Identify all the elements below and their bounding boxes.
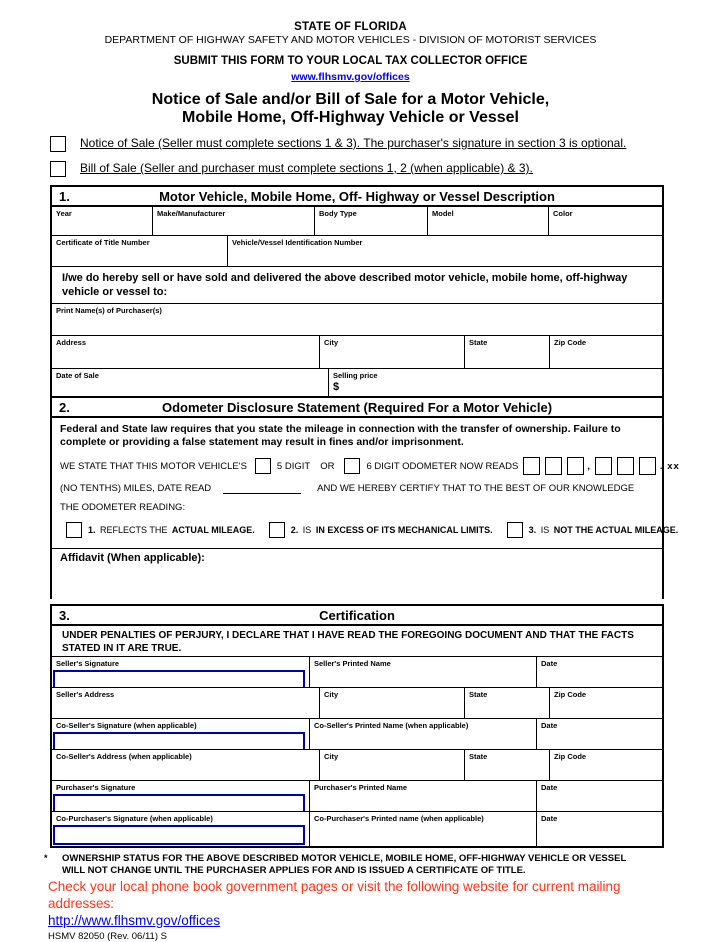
notice-of-sale-option	[50, 135, 701, 152]
option1-bold-text: ACTUAL MILEAGE.	[171, 525, 255, 535]
seller-date-field[interactable]: Date	[541, 659, 558, 668]
odometer-digit-box-2[interactable]	[545, 457, 562, 475]
purchaser-signature-cell	[52, 781, 310, 811]
perjury-statement: UNDER PENALTIES OF PERJURY, I DECLARE THAT I HAVE READ THE FOREGOING DOCUMENT AND THAT THE FACTS STATED IN IT ARE TRUE.	[52, 626, 662, 657]
option3-number: 3.	[528, 525, 537, 535]
co-seller-signature-input[interactable]	[53, 732, 305, 749]
or-label: OR	[320, 460, 335, 472]
six-digit-label: 6 DIGIT ODOMETER NOW READS	[366, 460, 519, 472]
section1-body	[50, 207, 664, 396]
five-digit-checkbox[interactable]	[255, 458, 271, 474]
ownership-footnote	[44, 853, 701, 876]
model-field[interactable]: Model	[428, 207, 549, 235]
odometer-statement-line	[60, 457, 680, 475]
section1-number: 1.	[59, 189, 70, 204]
section2-title: Odometer Disclosure Statement (Required For a Motor Vehicle)	[161, 400, 553, 415]
section2-number: 2.	[59, 400, 70, 415]
mailing-address-notice: Check your local phone book government pages or visit the following website for current mailing addresses:	[48, 879, 621, 911]
section2-header	[50, 396, 664, 418]
mechanical-limits-checkbox[interactable]	[269, 522, 285, 538]
section3-body	[50, 626, 664, 848]
five-digit-label: 5 DIGIT	[276, 460, 311, 472]
co-purchaser-signature-label: Co-Purchaser's Signature (when applicable)	[56, 814, 213, 823]
state-field[interactable]: State	[465, 336, 550, 368]
title-number-field[interactable]: Certificate of Title Number	[52, 236, 228, 266]
ownership-note-text: OWNERSHIP STATUS FOR THE ABOVE DESCRIBED MOTOR VEHICLE, MOBILE HOME, OFF-HIGHWAY VEHICLE OR VESSEL WILL NOT CHANGE UNTIL THE PURCHASER APPLIES FOR AND IS ISSUED A CERTIFICATE OF TITLE.	[62, 853, 627, 876]
co-seller-signature-label: Co-Seller's Signature (when applicable)	[56, 721, 197, 730]
option2-number: 2.	[290, 525, 299, 535]
seller-state-field[interactable]: State	[465, 688, 550, 718]
sale-date-price-row	[52, 369, 662, 396]
co-seller-state-field[interactable]: State	[465, 750, 550, 780]
co-purchaser-signature-input[interactable]	[53, 825, 305, 845]
co-purchaser-date-field[interactable]: Date	[541, 814, 558, 823]
section3-number: 3.	[59, 608, 70, 623]
co-seller-printed-name-field[interactable]: Co-Seller's Printed Name (when applicable)	[310, 719, 537, 749]
flhsmv-offices-url-link[interactable]: http://www.flhsmv.gov/offices	[48, 913, 221, 928]
seller-zip-field[interactable]: Zip Code	[554, 690, 587, 699]
purchaser-signature-row	[52, 781, 662, 812]
odometer-reading-options	[66, 522, 679, 538]
certify-text: AND WE HEREBY CERTIFY THAT TO THE BEST OF OUR KNOWLEDGE	[317, 483, 635, 494]
co-seller-signature-cell	[52, 719, 310, 749]
section3-header	[50, 604, 664, 626]
seller-signature-row	[52, 657, 662, 688]
bill-of-sale-option	[50, 160, 701, 177]
seller-city-field[interactable]: City	[320, 688, 465, 718]
co-seller-zip-field[interactable]: Zip Code	[554, 752, 587, 761]
not-actual-mileage-checkbox[interactable]	[507, 522, 523, 538]
option1-number: 1.	[88, 525, 96, 535]
section3-title: Certification	[319, 608, 395, 623]
date-of-sale-field[interactable]: Date of Sale	[52, 369, 329, 396]
six-digit-checkbox[interactable]	[344, 458, 360, 474]
seller-signature-input[interactable]	[53, 670, 305, 687]
actual-mileage-label	[88, 525, 255, 535]
form-title-line2: Mobile Home, Off-Highway Vehicle or Vessel	[182, 109, 519, 126]
odometer-decimal-suffix: . xx	[659, 460, 680, 472]
zip-field[interactable]: Zip Code	[554, 338, 587, 347]
not-actual-mileage-label	[529, 525, 679, 535]
actual-mileage-checkbox[interactable]	[66, 522, 82, 538]
affidavit-field[interactable]: Affidavit (When applicable):	[52, 548, 662, 599]
co-purchaser-signature-row	[52, 812, 662, 846]
purchaser-names-field[interactable]: Print Name(s) of Purchaser(s)	[56, 306, 162, 315]
state-heading: STATE OF FLORIDA	[294, 21, 407, 33]
footnote-asterisk: *	[44, 853, 48, 863]
odometer-digit-box-3[interactable]	[567, 457, 584, 475]
selling-price-field[interactable]	[329, 369, 662, 396]
bill-of-sale-checkbox[interactable]	[50, 161, 66, 177]
seller-signature-label: Seller's Signature	[56, 659, 120, 668]
co-seller-city-field[interactable]: City	[320, 750, 465, 780]
odometer-statement-prefix: WE STATE THAT THIS MOTOR VEHICLE'S	[60, 460, 247, 472]
odometer-digit-box-1[interactable]	[523, 457, 540, 475]
purchaser-date-field[interactable]: Date	[541, 783, 558, 792]
section2-body	[50, 418, 680, 599]
department-heading: DEPARTMENT OF HIGHWAY SAFETY AND MOTOR VEHICLES - DIVISION OF MOTORIST SERVICES	[104, 34, 597, 46]
seller-address-field[interactable]: Seller's Address	[52, 688, 320, 718]
section1-header	[50, 185, 664, 207]
option3-bold-text: NOT THE ACTUAL MILEAGE.	[553, 525, 679, 535]
notice-of-sale-checkbox[interactable]	[50, 136, 66, 152]
form-number: HSMV 82050 (Rev. 06/11) S	[48, 931, 167, 942]
co-purchaser-printed-name-field[interactable]: Co-Purchaser's Printed name (when applicable)	[310, 812, 537, 846]
year-field[interactable]: Year	[52, 207, 153, 235]
sell-statement: I/we do hereby sell or have sold and delivered the above described motor vehicle, mobile home, off-highway vehicle or vessel to:	[52, 267, 662, 304]
city-field[interactable]: City	[320, 336, 465, 368]
odometer-digit-box-6[interactable]	[639, 457, 656, 475]
flhsmv-offices-link[interactable]: www.flhsmv.gov/offices	[291, 71, 410, 83]
color-field[interactable]: Color	[553, 209, 573, 218]
odometer-law-notice: Federal and State law requires that you state the mileage in connection with the transfer of ownership. Failure to complete or providing a false statement may result in fines and/or imprisonment.	[60, 423, 621, 448]
make-field[interactable]: Make/Manufacturer	[153, 207, 315, 235]
co-purchaser-signature-cell	[52, 812, 310, 846]
co-seller-address-field[interactable]: Co-Seller's Address (when applicable)	[52, 750, 320, 780]
mechanical-limits-label	[291, 525, 493, 535]
body-type-field[interactable]: Body Type	[315, 207, 428, 235]
address-field[interactable]: Address	[52, 336, 320, 368]
option1-text: REFLECTS THE	[100, 525, 168, 535]
vin-field[interactable]: Vehicle/Vessel Identification Number	[232, 238, 363, 247]
seller-signature-cell	[52, 657, 310, 687]
odometer-digit-box-4[interactable]	[595, 457, 612, 475]
form-title	[0, 91, 701, 127]
odometer-digit-box-5[interactable]	[617, 457, 634, 475]
purchaser-signature-label: Purchaser's Signature	[56, 783, 136, 792]
option3-text: IS	[540, 525, 550, 535]
purchaser-signature-input[interactable]	[53, 794, 305, 811]
purchaser-printed-name-field[interactable]: Purchaser's Printed Name	[310, 781, 537, 811]
seller-printed-name-field[interactable]: Seller's Printed Name	[310, 657, 537, 687]
form-body	[50, 185, 680, 848]
co-seller-signature-row	[52, 719, 662, 750]
form-title-line1: Notice of Sale and/or Bill of Sale for a Motor Vehicle,	[151, 91, 550, 108]
purchaser-address-row	[52, 336, 662, 369]
date-read-blank[interactable]	[223, 483, 301, 494]
selling-price-label: Selling price	[333, 371, 378, 380]
purchaser-names-row	[52, 304, 662, 336]
notice-of-sale-label: Notice of Sale (Seller must complete sections 1 & 3). The purchaser's signature in section 3 is optional.	[80, 136, 627, 150]
title-vin-row	[52, 236, 662, 267]
co-seller-date-field[interactable]: Date	[541, 721, 558, 730]
section1-title: Motor Vehicle, Mobile Home, Off- Highway or Vessel Description	[159, 189, 555, 204]
date-read-label: (NO TENTHS) MILES, DATE READ	[60, 483, 212, 494]
odometer-reading-label: THE ODOMETER READING:	[60, 502, 186, 513]
co-seller-address-row	[52, 750, 662, 781]
submit-instruction: SUBMIT THIS FORM TO YOUR LOCAL TAX COLLECTOR OFFICE	[173, 55, 528, 67]
currency-symbol: $	[333, 381, 340, 393]
option2-text: IS	[302, 525, 312, 535]
option2-bold-text: IN EXCESS OF ITS MECHANICAL LIMITS.	[315, 525, 493, 535]
seller-address-row	[52, 688, 662, 719]
odometer-comma: ,	[587, 460, 590, 472]
bill-of-sale-label: Bill of Sale (Seller and purchaser must complete sections 1, 2 (when applicable) & 3).	[80, 161, 533, 175]
date-read-line	[60, 483, 654, 494]
vehicle-description-row	[52, 207, 662, 236]
